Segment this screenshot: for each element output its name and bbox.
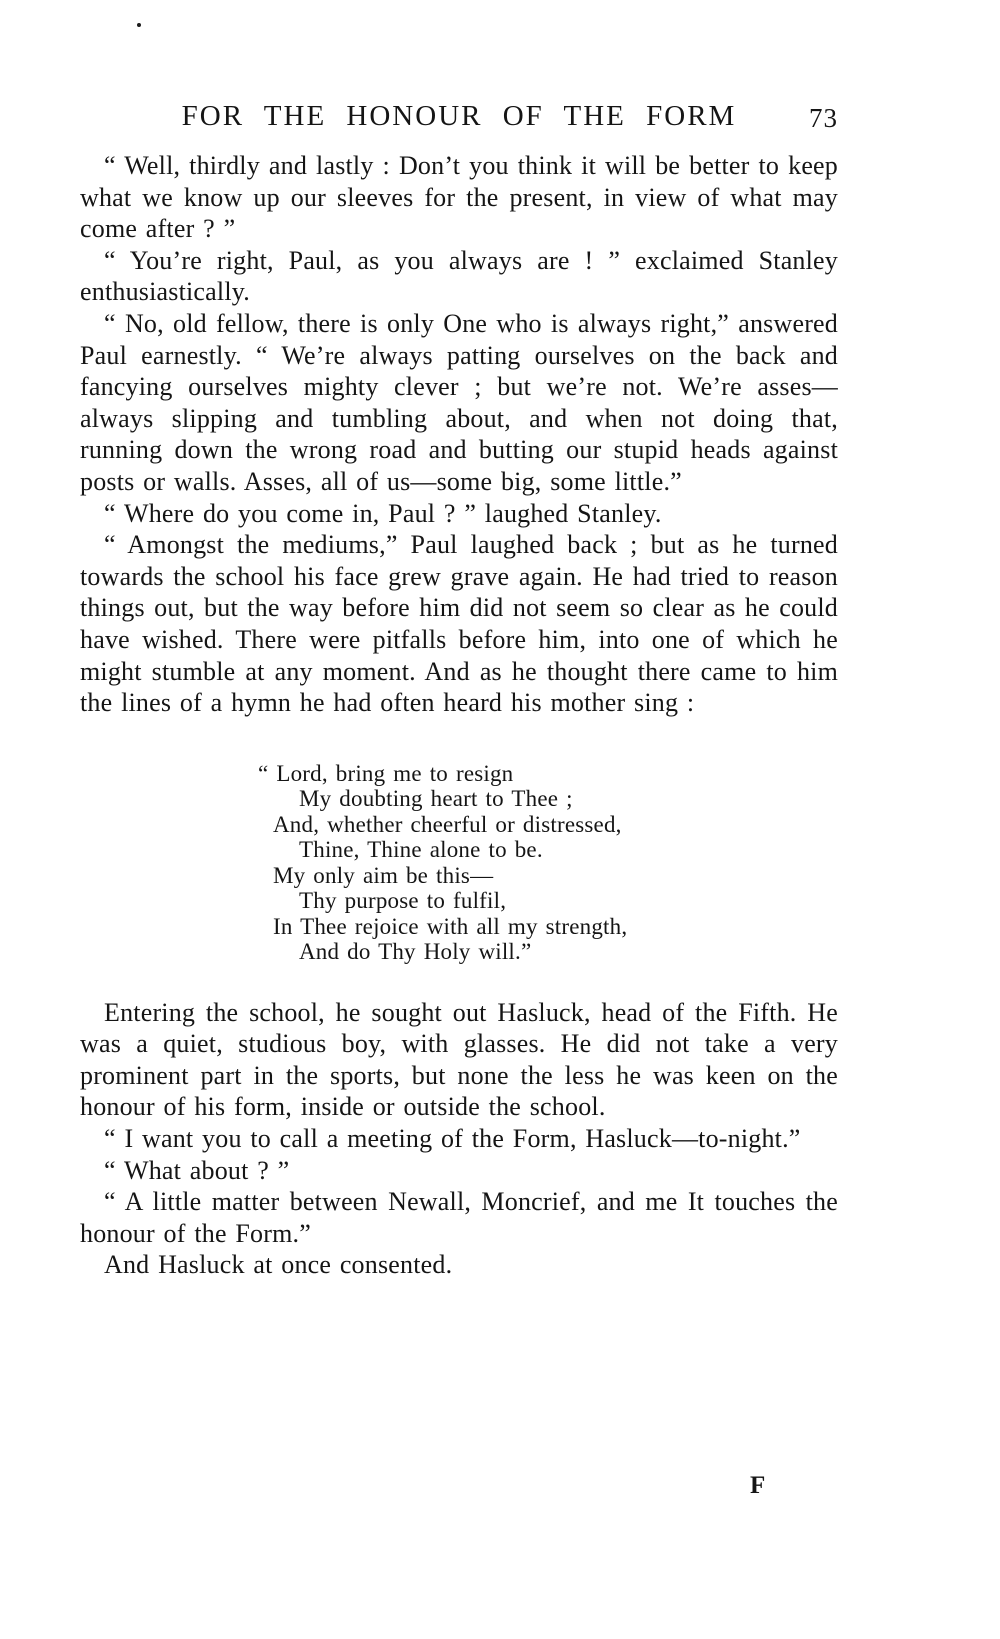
hymn-line: In Thee rejoice with all my strength,: [273, 913, 628, 939]
paragraph: And Hasluck at once consented.: [104, 1250, 453, 1280]
paragraph: “ I want you to call a meeting of the Form, Hasluck—to-night.”: [104, 1124, 801, 1154]
paragraph: “ No, old fellow, there is only One who is always right,” answered Paul earnestly. “ We’re always patting ourselves on the back and fancying ourselves mighty clever ; but we’re not. We’re asses—always slipping and tumbling about, and when not doing that, running down the wrong road and butting our stupid heads against posts or walls. Asses, all of us—some big, some little.”: [80, 308, 838, 496]
hymn-line: And, whether cheerful or distressed,: [273, 811, 622, 837]
hymn-line: Thine, Thine alone to be.: [299, 837, 543, 863]
body-text: [80, 150, 838, 1281]
hymn-line: My only aim be this—: [273, 862, 494, 888]
printers-signature-mark: F: [750, 1472, 766, 1499]
hymn-quote: [258, 760, 838, 965]
page-number: 73: [809, 103, 838, 133]
paragraph: “ You’re right, Paul, as you always are ! ” exclaimed Stanley enthusiastically.: [80, 245, 838, 307]
ink-speck: [137, 23, 141, 27]
hymn-line: My doubting heart to Thee ;: [299, 786, 573, 812]
running-header: [80, 100, 838, 133]
paragraph: Entering the school, he sought out Hasluck, head of the Fifth. He was a quiet, studious boy, with glasses. He did not take a very prominent part in the sports, but none the less he was keen on the honour of his form, inside or outside the school.: [80, 997, 838, 1122]
paragraph: “ Amongst the mediums,” Paul laughed back ; but as he turned towards the school his face grew grave again. He had tried to reason things out, but the way before him did not seem so clear as he could have wished. There were pitfalls before him, into one of which he might stumble at any moment. And as he thought there came to him the lines of a hymn he had often heard his mother sing :: [80, 530, 838, 718]
paragraph: “ Where do you come in, Paul ? ” laughed Stanley.: [104, 498, 662, 528]
page-title: FOR THE HONOUR OF THE FORM: [181, 100, 737, 132]
paragraph: “ Well, thirdly and lastly : Don’t you think it will be better to keep what we know up our sleeves for the present, in view of what may come after ? ”: [80, 151, 838, 244]
hymn-line: “ Lord, bring me to resign: [258, 760, 514, 786]
hymn-line: And do Thy Holy will.”: [299, 939, 532, 965]
paragraph: “ What about ? ”: [104, 1155, 290, 1185]
paragraph: “ A little matter between Newall, Moncrief, and me It touches the honour of the Form.”: [80, 1187, 838, 1248]
hymn-line: Thy purpose to fulfil,: [299, 888, 507, 914]
